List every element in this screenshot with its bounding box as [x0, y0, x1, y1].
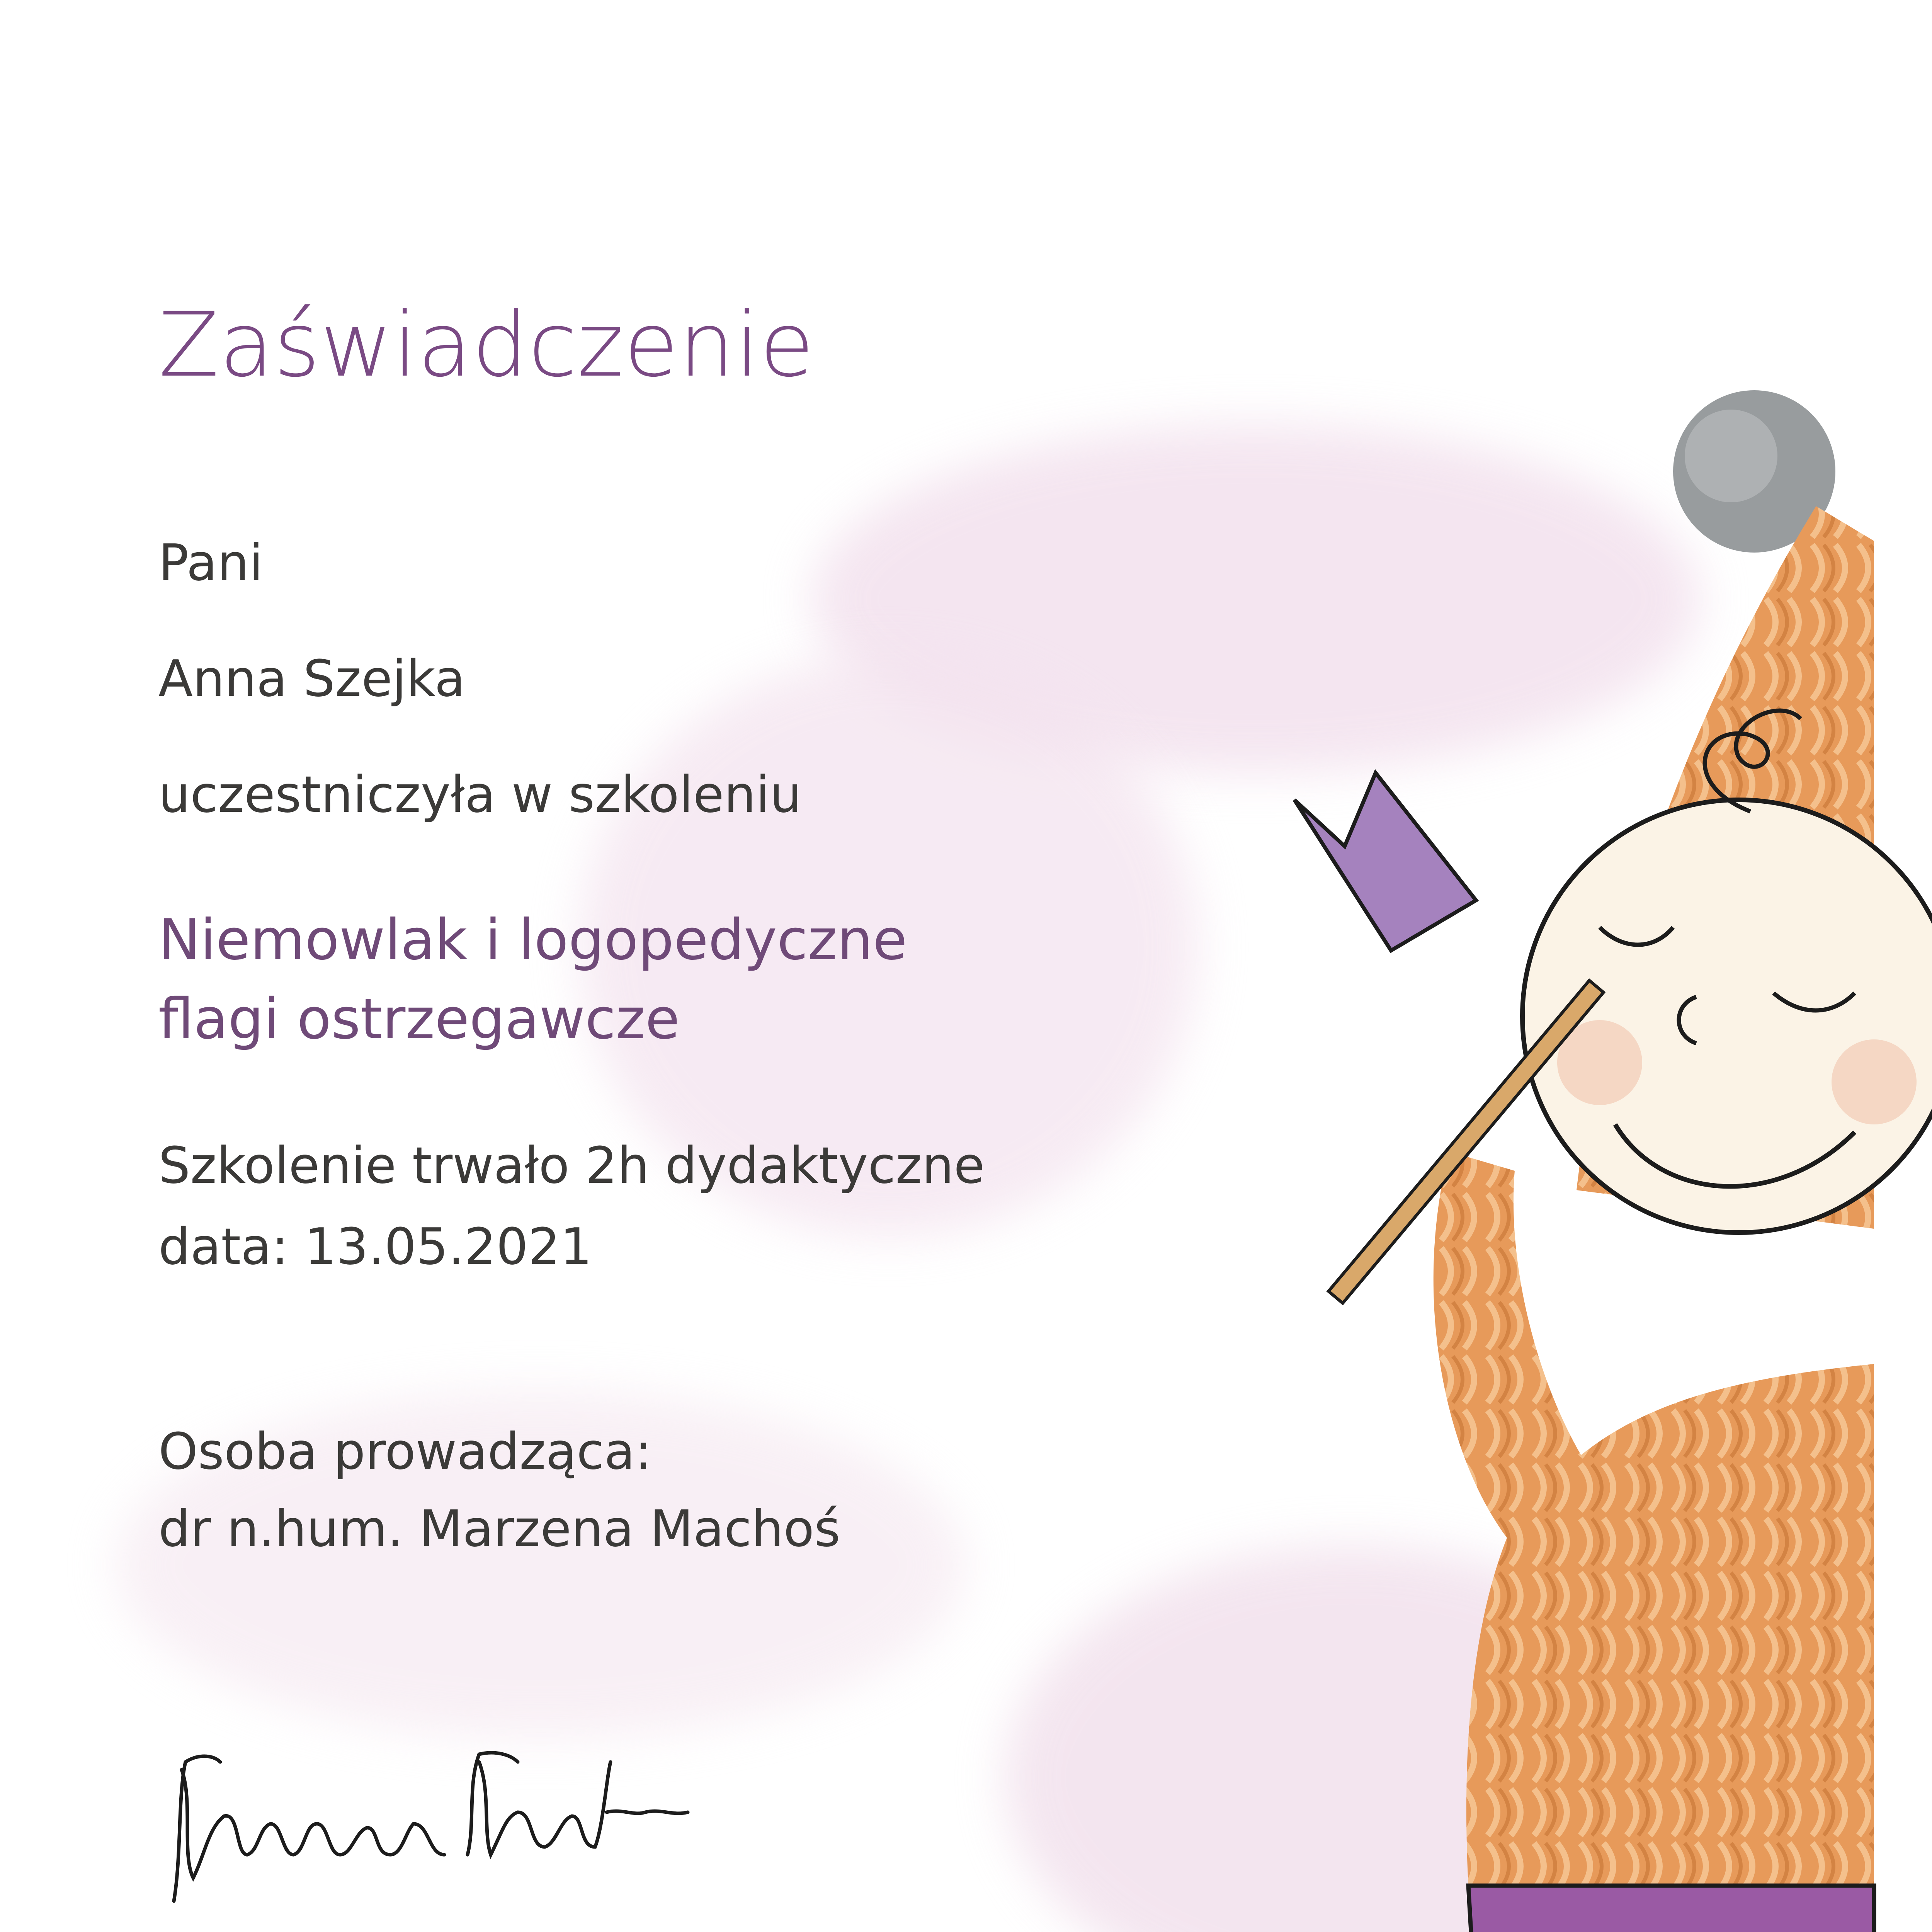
- certificate-title: Zaświadczenie: [158, 294, 815, 397]
- course-duration: Szkolenie trwało 2h dydaktyczne: [158, 1136, 985, 1195]
- participation-statement: uczestniczyła w szkoleniu: [158, 765, 802, 824]
- date-value: 13.05.2021: [304, 1217, 592, 1276]
- salutation: Pani: [158, 533, 263, 592]
- child-illustration: [927, 379, 1932, 1932]
- purple-flag: [1294, 773, 1476, 951]
- raised-arm: [1434, 1151, 1584, 1538]
- course-title-line-1: Niemowlak i logopedyczne: [158, 907, 907, 973]
- instructor-label: Osoba prowadząca:: [158, 1422, 652, 1481]
- purple-pants: [1468, 1886, 1874, 1932]
- course-date: [158, 1217, 592, 1276]
- date-label: data:: [158, 1217, 289, 1276]
- course-title-line-2: flagi ostrzegawcze: [158, 986, 680, 1052]
- handwritten-signature: [158, 1739, 699, 1913]
- instructor-name: dr n.hum. Marzena Machoś: [158, 1499, 840, 1558]
- recipient-name: Anna Szejka: [158, 649, 466, 708]
